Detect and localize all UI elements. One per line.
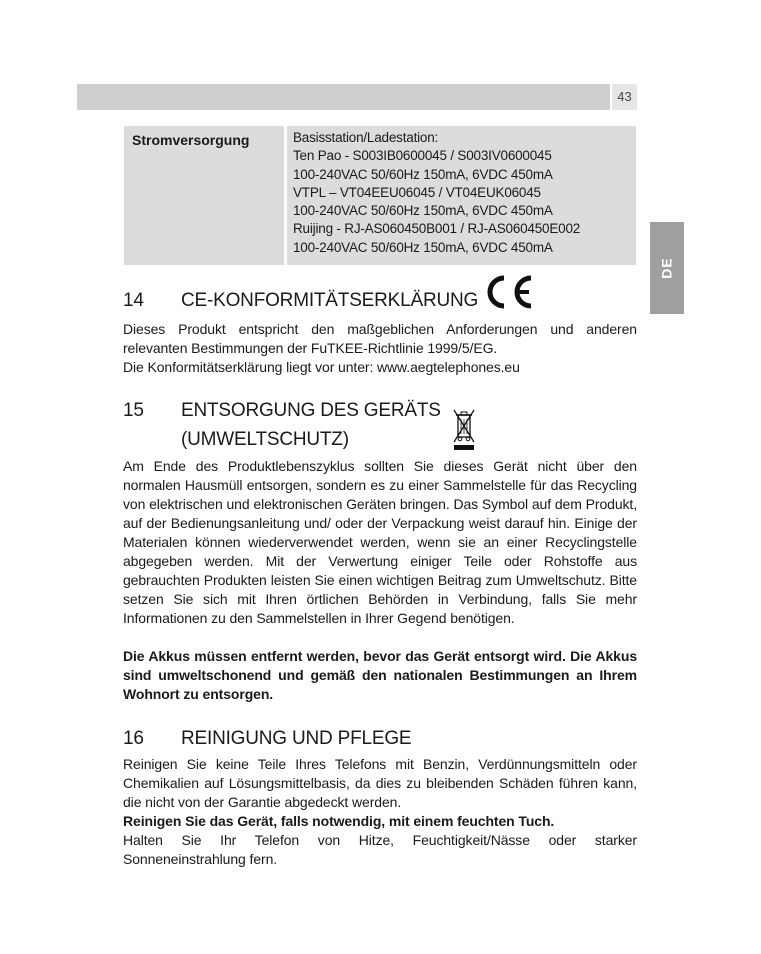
section-14-paragraph: Die Konformitätserklärung liegt vor unter: www.aegtelephones.eu — [123, 359, 520, 375]
spec-line: VTPL – VT04EEU06045 / VT04EUK06045 — [293, 184, 541, 200]
section-16-paragraph: Halten Sie Ihr Telefon von Hitze, Feuchtigkeit/Nässe oder starker Sonneneinstrahlung fern. — [123, 832, 637, 867]
language-tab-label: DE — [658, 257, 675, 279]
crossed-out-bin-icon — [452, 407, 476, 451]
section-number: 16 — [123, 728, 144, 749]
spec-table — [124, 126, 636, 265]
section-15-bold-paragraph: Die Akkus müssen entfernt werden, bevor das Gerät entsorgt wird. Die Akkus sind umweltschonend und gemäß den nationalen Bestimmungen an Ihrem Wohnort zu entsorgen. — [123, 648, 637, 702]
section-15-paragraph: Am Ende des Produktlebenszyklus sollten Sie dieses Gerät nicht über den normalen Hausmüll entsorgen, sondern es zu einer Sammelstelle für das Recycling von elektrischen und elektronischen Geräten bringen. Das Symbol auf dem Produkt, auf der Bedienungsanleitung und/ oder der Verpackung weist darauf hin. Einige der Materialen können wiederverwendet werden, wenn sie an einer Recyclingstelle abgegeben werden. Mit der Verwertung einiger Teile oder Rohstoffe aus gebrauchten Produkten leisten Sie einen wichtigen Beitrag zum Umweltschutz. Bitte setzen Sie sich mit Ihren örtlichen Behörden in Verbindung, falls Sie mehr Informationen zu den Sammelstellen in Ihrer Gegend benötigen. — [123, 458, 637, 626]
section-title: ENTSORGUNG DES GERÄTS — [181, 400, 441, 421]
spec-line: 100-240VAC 50/60Hz 150mA, 6VDC 450mA — [293, 166, 553, 182]
ce-mark-icon — [482, 273, 538, 311]
spec-line: Ten Pao - S003IB0600045 / S003IV0600045 — [293, 148, 552, 164]
section-16-paragraph: Reinigen Sie keine Teile Ihres Telefons mit Benzin, Verdünnungsmitteln oder Chemikalien auf Lösungsmittelbasis, da dies zu bleibenden Schäden führen kann, die nicht von der Garantie abgedeckt werden. — [123, 756, 637, 810]
spec-line: Ruijing - RJ-AS060450B001 / RJ-AS060450E002 — [293, 221, 581, 237]
section-14-paragraph: Dieses Produkt entspricht den maßgeblichen Anforderungen und anderen relevanten Bestimmungen der FuTKEE-Richtlinie 1999/5/EG. — [123, 321, 637, 356]
spec-line: Basisstation/Ladestation: — [293, 130, 439, 145]
spec-line: 100-240VAC 50/60Hz 150mA, 6VDC 450mA — [293, 203, 553, 219]
language-tab — [650, 222, 684, 314]
spec-line: 100-240VAC 50/60Hz 150mA, 6VDC 450mA — [293, 239, 553, 255]
section-title: CE-KONFORMITÄTSERKLÄRUNG — [181, 290, 479, 311]
page-number: 43 — [612, 84, 637, 110]
section-number: 15 — [123, 400, 144, 421]
spec-values — [287, 126, 636, 265]
section-16-bold-paragraph: Reinigen Sie das Gerät, falls notwendig, mit einem feuchten Tuch. — [123, 813, 555, 829]
section-number: 14 — [123, 290, 144, 311]
section-title: REINIGUNG UND PFLEGE — [181, 728, 412, 749]
header-bar — [77, 84, 610, 110]
section-title: (UMWELTSCHUTZ) — [181, 429, 349, 450]
spec-label: Stromversorgung — [124, 126, 284, 265]
